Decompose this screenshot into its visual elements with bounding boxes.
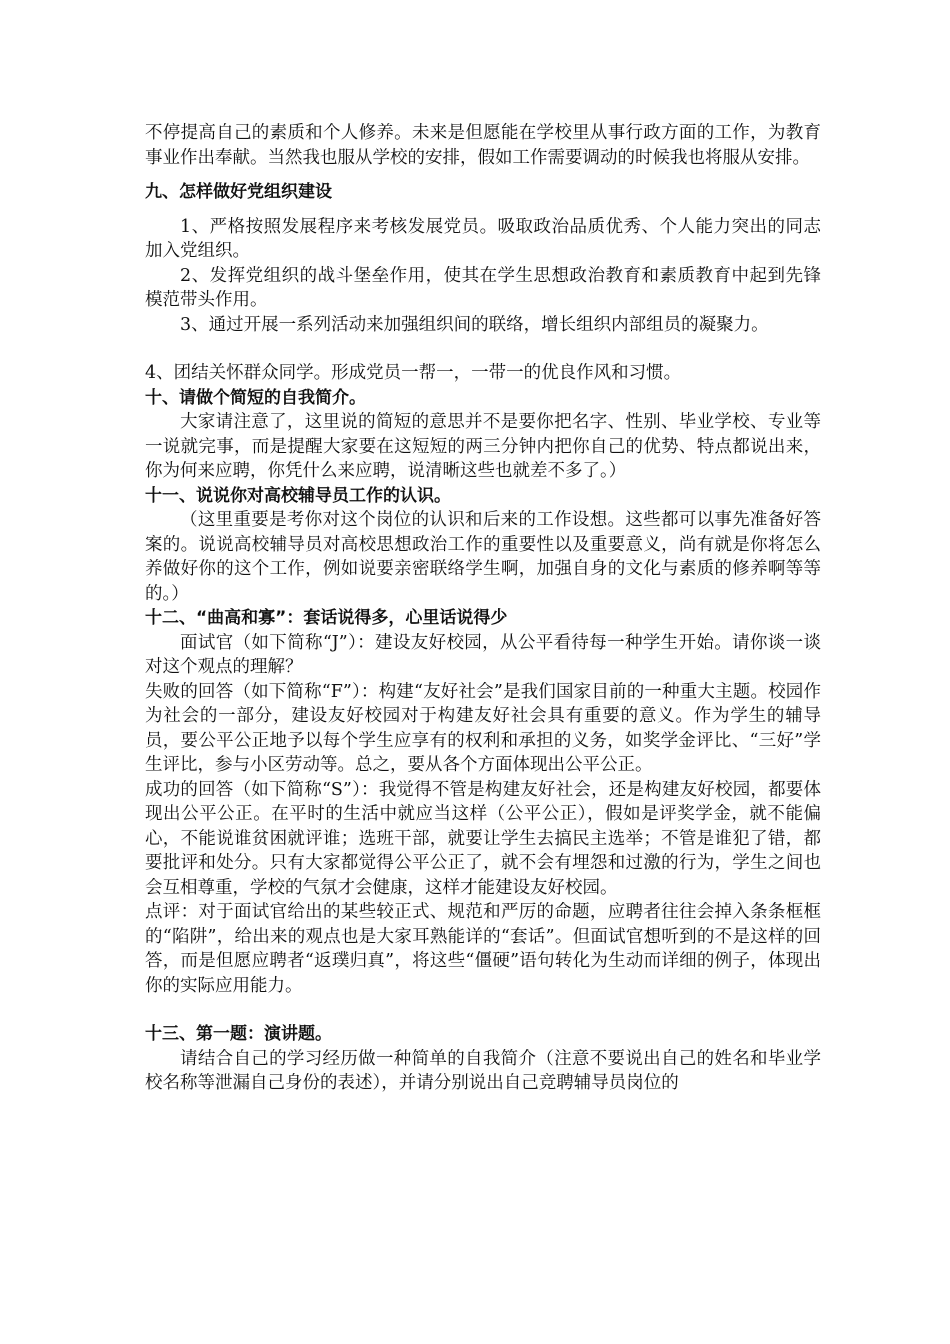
section-12-failed-answer: 失败的回答（如下简称“F”）：构建“友好社会”是我们国家目前的一种重大主题。校园作为社会的一部分，建设友好校园对于构建友好社会具有重要的意义。作为学生的辅导员，要公平公正地予以每个学生应享有的权利和承担的义务，如奖学金评比、“三好”学生评比，参与小区劳动等。总之，要从各个方面体现出公平公正。: [145, 681, 821, 775]
section-9-item-3: 3、通过开展一系列活动来加强组织间的联络，增长组织内部组员的凝聚力。: [180, 314, 769, 335]
section-10-body: 大家请注意了，这里说的简短的意思并不是要你把名字、性别、毕业学校、专业等一说就完事，而是提醒大家要在这短短的两三分钟内把你自己的优势、特点都说出来，你为何来应聘，你凭什么来应聘，说清晰这些也就差不多了。）: [145, 412, 821, 481]
section-9-item-1: 1、严格按照发展程序来考核发展党员。吸取政治品质优秀、个人能力突出的同志加入党组织。: [145, 216, 821, 261]
document-page: [145, 121, 821, 1096]
section-12-question: 面试官（如下简称“J”）：建设友好校园，从公平看待每一种学生开始。请你谈一谈对这个观点的理解？: [145, 632, 821, 677]
section-11-body: （这里重要是考你对这个岗位的认识和后来的工作设想。这些都可以事先准备好答案的。说说高校辅导员对高校思想政治工作的重要性以及重要意义，尚有就是你将怎么养做好你的这个工作，例如说要亲密联络学生啊，加强自身的文化与素质的修养啊等等的。）: [145, 510, 821, 604]
section-9-heading: 九、怎样做好党组织建设: [145, 182, 332, 202]
section-10-heading: 十、请做个简短的自我简介。: [145, 387, 366, 408]
section-11-heading: 十一、说说你对高校辅导员工作的认识。: [145, 485, 451, 506]
section-12-heading: 十二、“曲高和寡”：套话说得多，心里话说得少: [145, 608, 508, 628]
section-9-item-2: 2、发挥党组织的战斗堡垒作用，使其在学生思想政治教育和素质教育中起到先锋模范带头作用。: [145, 265, 821, 310]
section-13-heading: 十三、第一题：演讲题。: [145, 1024, 332, 1044]
section-13-body: 请结合自己的学习经历做一种简单的自我简介（注意不要说出自己的姓名和毕业学校名称等泄漏自己身份的表述），并请分别说出自己竞聘辅导员岗位的: [145, 1048, 821, 1093]
section-12-comment: 点评：对于面试官给出的某些较正式、规范和严厉的命题，应聘者往往会掉入条条框框的“陷阱”，给出来的观点也是大家耳熟能详的“套话”。但面试官想听到的不是这样的回答，而是但愿应聘者“返璞归真”，将这些“僵硬”语句转化为生动而详细的例子，体现出你的实际应用能力。: [145, 902, 821, 996]
section-12-successful-answer: 成功的回答（如下简称“S”）：我觉得不管是构建友好社会，还是构建友好校园，都要体现出公平公正。在平时的生活中就应当这样（公平公正），假如是评奖学金，就不能偏心，不能说谁贫困就评谁；选班干部，就要让学生去搞民主选举；不管是谁犯了错，都要批评和处分。只有大家都觉得公平公正了，就不会有埋怨和过激的行为，学生之间也会互相尊重，学校的气氛才会健康，这样才能建设友好校园。: [145, 779, 821, 898]
section-9-item-4: 4、团结关怀群众同学。形成党员一帮一，一带一的优良作风和习惯。: [145, 363, 682, 383]
intro-paragraph: 不停提高自己的素质和个人修养。未来是但愿能在学校里从事行政方面的工作，为教育事业作出奉献。当然我也服从学校的安排，假如工作需要调动的时候我也将服从安排。: [145, 123, 821, 168]
